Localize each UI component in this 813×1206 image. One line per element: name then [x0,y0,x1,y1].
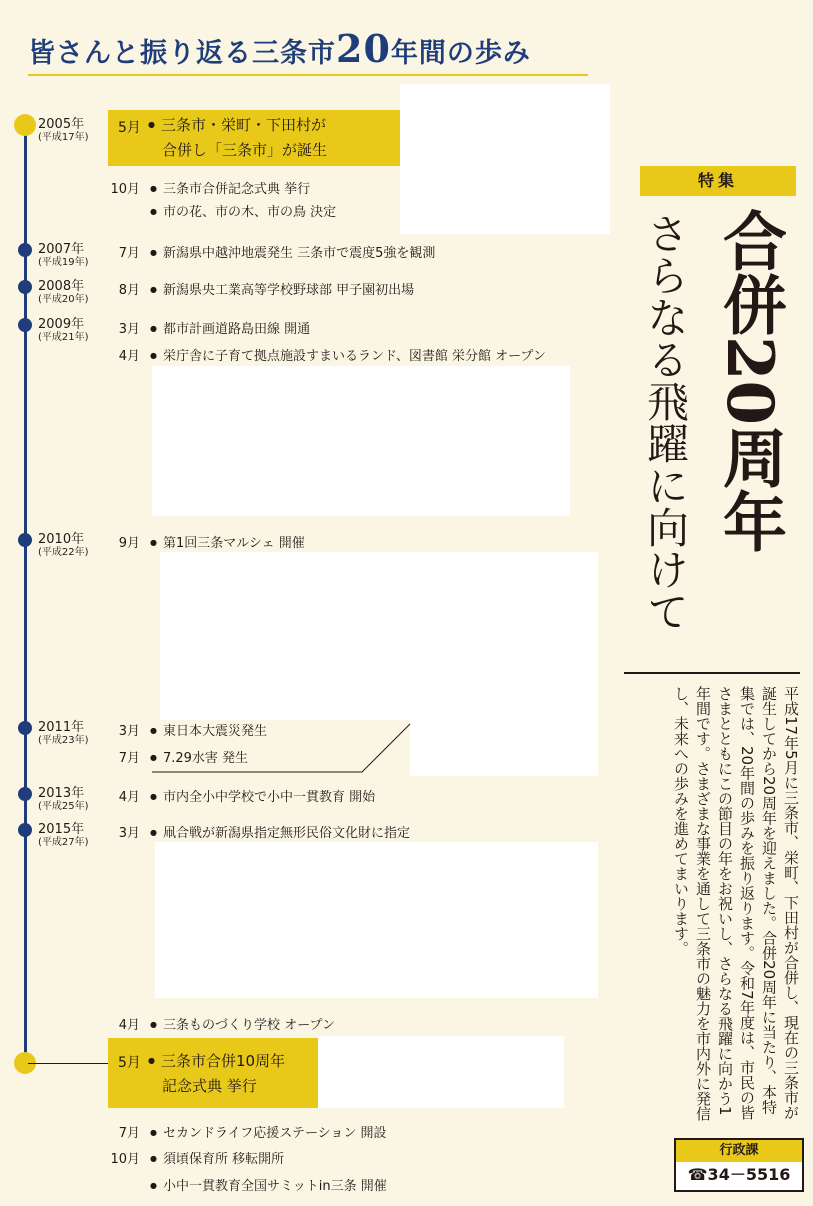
year-label: 2015年 [38,822,85,837]
feature-body: 平成17年5月に三条市、栄町、下田村が合併し、現在の三条市が誕生してから20周年を迎えました。合併20周年に当たり、本特集では、20年間の歩みを振り返ります。令和7年度は、市民の皆さまとともにこの節目の年をお祝いし、さらなる飛躍に向かう1年間です。さまざまな事業を通して三条市の魅力を市内外に発信し、未来への歩みを進めてまいります。 [672,686,800,1121]
year-2007 [38,243,89,269]
event-month: 10月 [110,182,140,197]
event-2011-flood: ● 7.29水害 発生 [150,747,248,766]
contact-phone: ☎34－5516 [687,1165,791,1184]
event-month: 8月 [118,283,140,298]
contact-box [674,1138,804,1192]
feature-tag: 特集 [640,166,796,196]
event-2015-station: ● セカンドライフ応援ステーション 開設 [150,1122,387,1141]
title-number: 20 [336,26,391,71]
era-label: (平成25年) [38,801,89,812]
era-label: (平成23年) [38,735,89,746]
title-text-post: 年間の歩み [390,38,531,69]
timeline-dot-2011 [18,721,32,735]
photo-2015b [318,1036,564,1108]
header-underline [28,74,588,76]
event-2010: ● 第1回三条マルシェ 開催 [150,532,305,551]
timeline-dot-2008 [18,280,32,294]
event-month: 4月 [118,1018,140,1033]
photo-2009 [152,366,570,516]
connector-line [28,1063,120,1064]
feature-title: 合併20周年 [712,208,787,554]
contact-dept: 行政課 [676,1140,802,1162]
event-month: 5月 [118,120,141,136]
year-label: 2009年 [38,317,85,332]
title-text-pre: 皆さんと振り返る三条市 [28,38,336,69]
event-month: 3月 [118,322,140,337]
era-label: (平成17年) [38,132,89,143]
feature-divider [624,672,800,674]
year-2011 [38,721,89,747]
event-month: 3月 [118,724,140,739]
photo-2005 [400,84,610,234]
event-month: 10月 [110,1152,140,1167]
year-2013 [38,787,89,813]
event-2015-nursery: ● 須頃保育所 移転開所 [150,1148,284,1167]
event-2009-facility: ● 栄庁舎に子育て拠点施設すまいるランド、図書館 栄分館 オープン [150,345,546,364]
year-label: 2008年 [38,279,85,294]
event-line1: ● 三条市・栄町・下田村が [148,114,327,139]
event-2011-quake: ● 東日本大震災発生 [150,720,267,739]
feature-subtitle: さらなる飛躍に向けて [641,212,690,632]
timeline-dot-2005 [14,114,36,136]
event-month: 7月 [118,751,140,766]
year-2005 [38,118,89,144]
era-label: (平成20年) [38,294,89,305]
event-month: 7月 [118,246,140,261]
event-month: 9月 [118,536,140,551]
era-label: (平成27年) [38,837,89,848]
timeline-dot-2009 [18,318,32,332]
year-2008 [38,280,89,306]
event-2008: ● 新潟県央工業高等学校野球部 甲子園初出場 [150,279,414,298]
event-line1: ● 三条市合併10周年 [148,1050,285,1075]
photo-2010 [160,552,598,720]
year-label: 2011年 [38,720,85,735]
event-month: 4月 [118,790,140,805]
year-2010 [38,533,89,559]
timeline-dot-2007 [18,243,32,257]
event-month: 3月 [118,826,140,841]
event-month: 5月 [118,1055,141,1071]
event-2005-ceremony: ● 三条市合併記念式典 挙行 [150,178,310,197]
year-2015 [38,823,89,849]
year-2009 [38,318,89,344]
year-label: 2010年 [38,532,85,547]
year-label: 2005年 [38,117,85,132]
event-2007: ● 新潟県中越沖地震発生 三条市で震度5強を観測 [150,242,435,261]
era-label: (平成21年) [38,332,89,343]
timeline-dot-2013 [18,787,32,801]
event-2013: ● 市内全小中学校で小中一貫教育 開始 [150,786,375,805]
year-label: 2013年 [38,786,85,801]
era-label: (平成22年) [38,547,89,558]
event-2015-anniv [148,1050,285,1097]
event-2009-road: ● 都市計画道路島田線 開通 [150,318,310,337]
page-title [28,26,531,71]
event-line2: 記念式典 挙行 [162,1077,257,1095]
era-label: (平成19年) [38,257,89,268]
event-line2: 合併し「三条市」が誕生 [162,141,328,159]
timeline-dot-2015 [18,823,32,837]
event-2005-symbols: ● 市の花、市の木、市の鳥 決定 [150,201,336,220]
timeline-dot-2010 [18,533,32,547]
photo-2015 [155,842,598,998]
event-2015-school: ● 三条ものづくり学校 オープン [150,1014,335,1033]
year-label: 2007年 [38,242,85,257]
event-2005-merger [148,114,327,161]
photo-2011 [410,720,598,776]
timeline-axis [24,124,27,1064]
event-month: 7月 [118,1126,140,1141]
event-month: 4月 [118,349,140,364]
event-2015-kite: ● 凧合戦が新潟県指定無形民俗文化財に指定 [150,822,410,841]
event-2015-summit: ● 小中一貫教育全国サミットin三条 開催 [150,1175,387,1194]
